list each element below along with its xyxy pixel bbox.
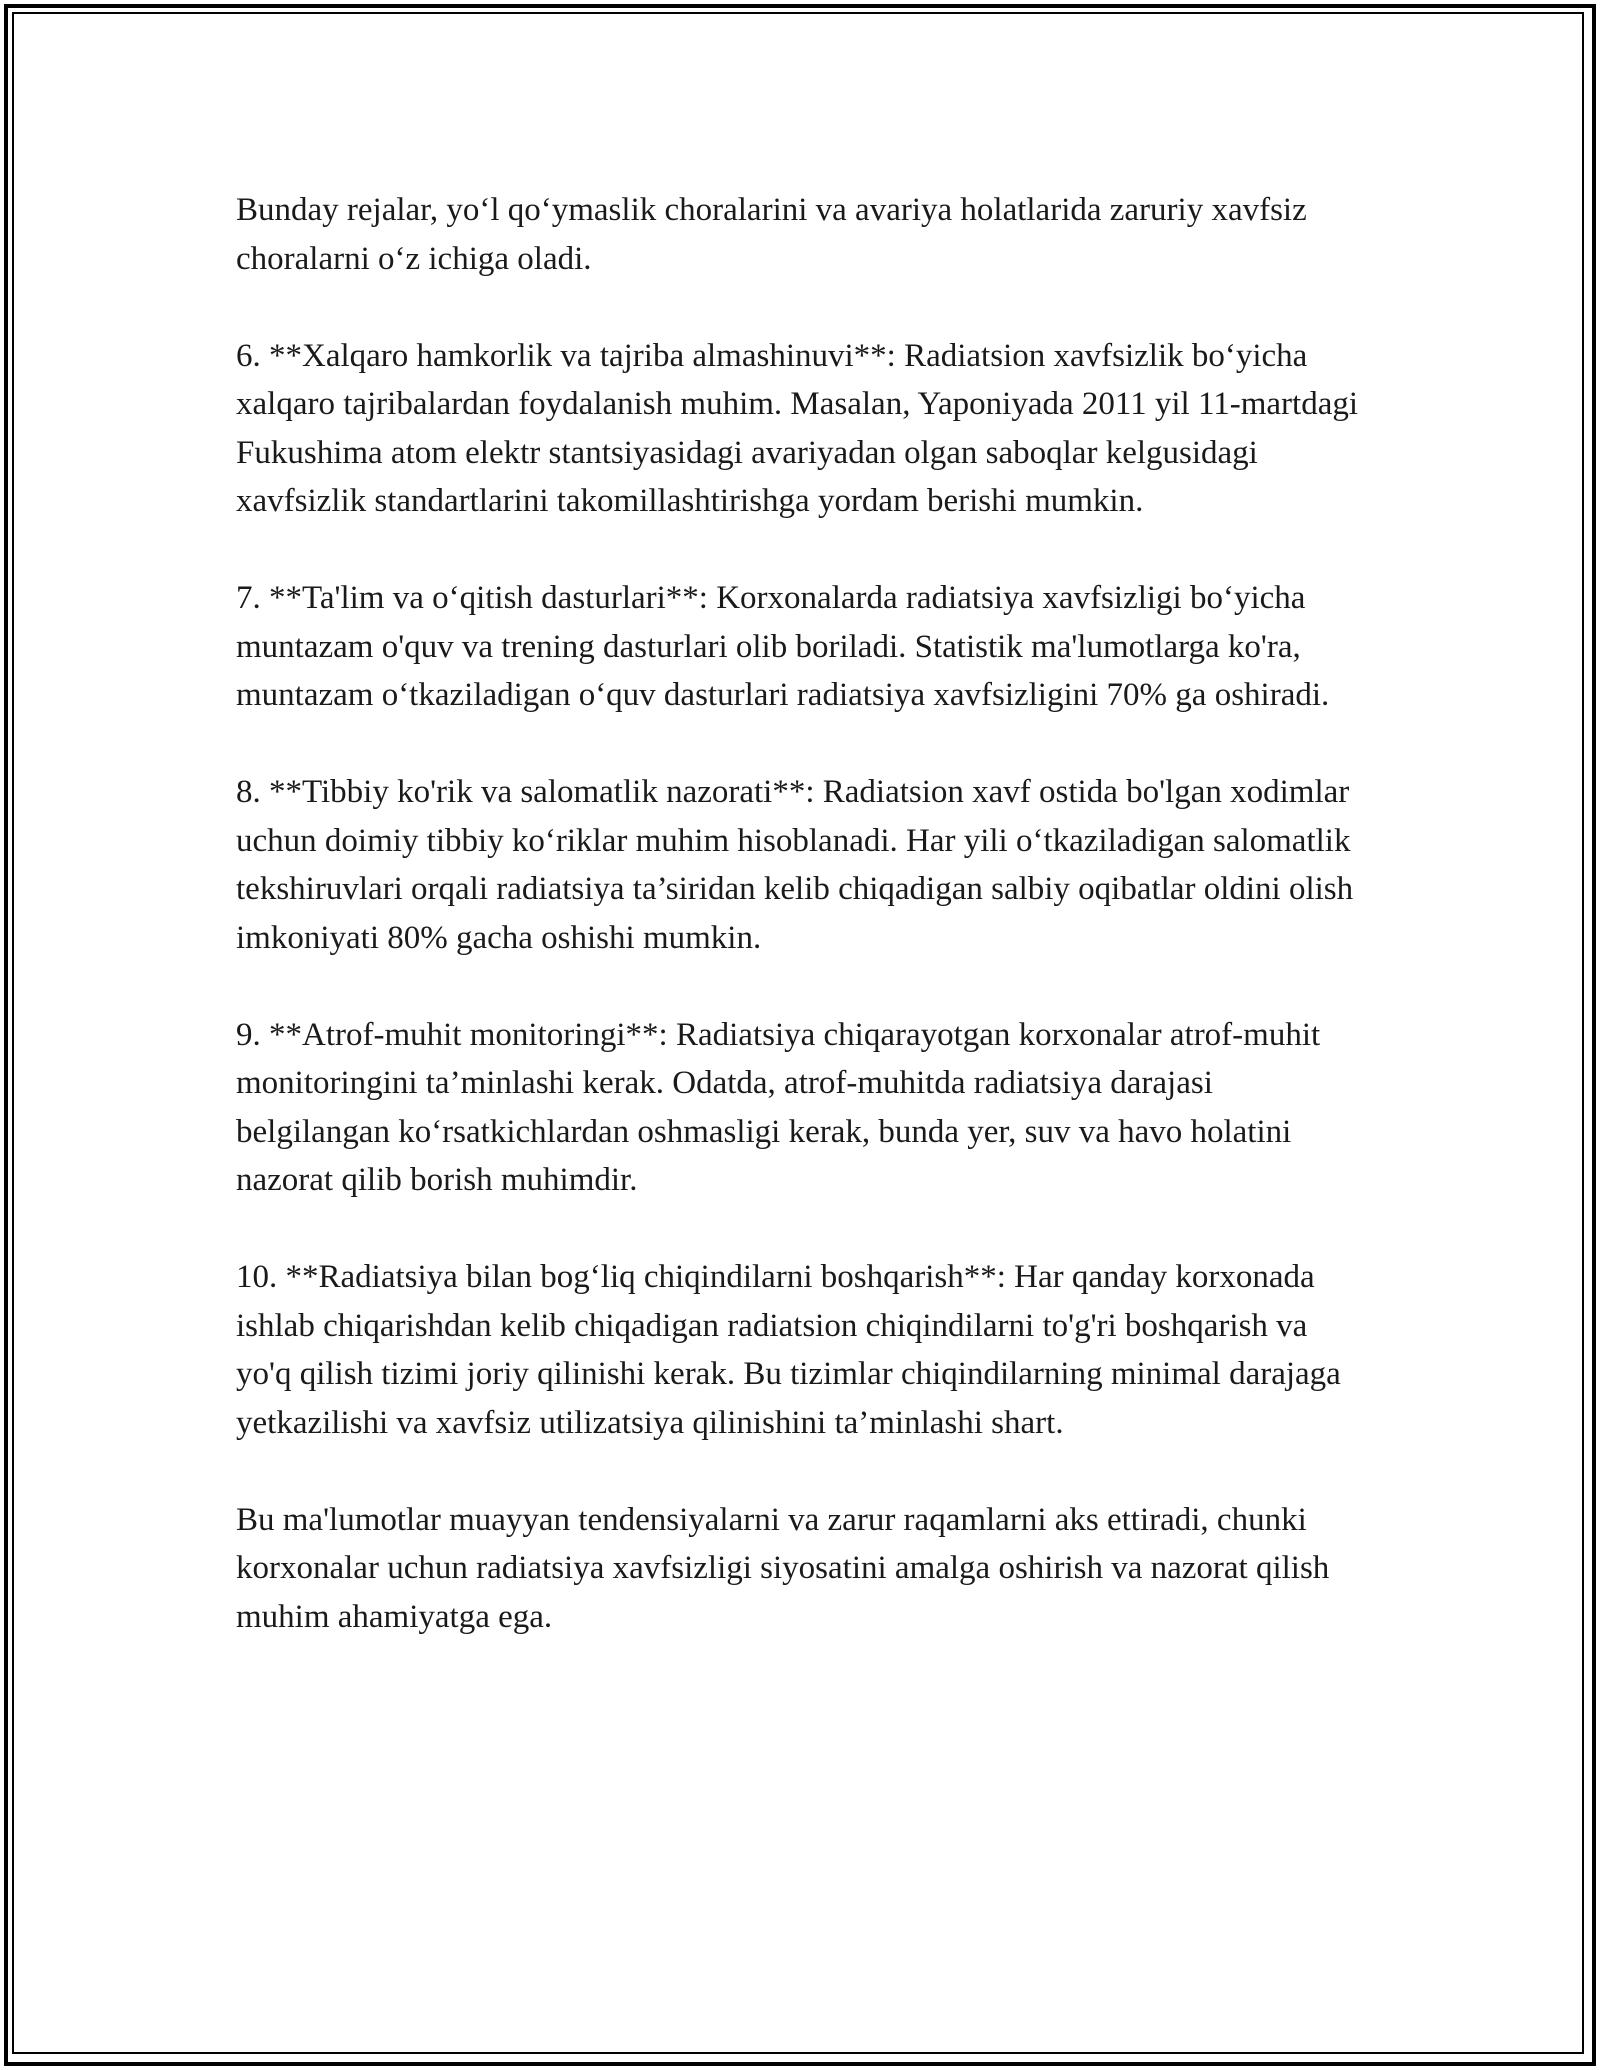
paragraph-training-programs: 7. **Ta'lim va o‘qitish dasturlari**: Korxonalarda radiatsiya xavfsizligi bo‘yicha muntazam o'quv va trening dasturlari olib boriladi. Statistik ma'lumotlarga ko'ra, muntazam o‘tkaziladigan o‘quv dasturlari radiatsiya xavfsizligini 70% ga oshiradi.	[236, 580, 1330, 713]
paragraph-medical-checkups: 8. **Tibbiy ko'rik va salomatlik nazorati**: Radiatsion xavf ostida bo'lgan xodimlar uchun doimiy tibbiy ko‘riklar muhim hisoblanadi. Har yili o‘tkaziladigan salomatlik tekshiruvlari orqali radiatsiya ta’siridan kelib chiqadigan salbiy oqibatlar oldini olish imkoniyati 80% gacha oshishi mumkin.	[236, 774, 1354, 956]
paragraph-emergency-plans: Bunday rejalar, yo‘l qo‘ymaslik choralarini va avariya holatlarida zaruriy xavfsiz choralarni o‘z ichiga oladi.	[236, 192, 1307, 277]
paragraph-waste-management: 10. **Radiatsiya bilan bog‘liq chiqindilarni boshqarish**: Har qanday korxonada ishlab chiqarishdan kelib chiqadigan radiatsion chiqindilarni to'g'ri boshqarish va yo'q qilish tizimi joriy qilinishi kerak. Bu tizimlar chiqindilarning minimal darajaga yetkazilishi va xavfsiz utilizatsiya qilinishini ta’minlashi shart.	[236, 1259, 1341, 1441]
paragraph-environment-monitoring: 9. **Atrof-muhit monitoringi**: Radiatsiya chiqarayotgan korxonalar atrof-muhit monitoringini ta’minlashi kerak. Odatda, atrof-muhitda radiatsiya darajasi belgilangan ko‘rsatkichlardan oshmasligi kerak, bunda yer, suv va havo holatini nazorat qilib borish muhimdir.	[236, 1016, 1321, 1198]
document-body	[236, 186, 1366, 1690]
paragraph-conclusion: Bu ma'lumotlar muayyan tendensiyalarni va zarur raqamlarni aks ettiradi, chunki korxonalar uchun radiatsiya xavfsizligi siyosatini amalga oshirish va nazorat qilish muhim ahamiyatga ega.	[236, 1501, 1330, 1635]
paragraph-international-cooperation: 6. **Xalqaro hamkorlik va tajriba almashinuvi**: Radiatsion xavfsizlik bo‘yicha xalqaro tajribalardan foydalanish muhim. Masalan, Yaponiyada 2011 yil 11-martdagi Fukushima atom elektr stantsiyasidagi avariyadan olgan saboqlar kelgusidagi xavfsizlik standartlarini takomillashtirishga yordam berishi mumkin.	[236, 337, 1359, 519]
